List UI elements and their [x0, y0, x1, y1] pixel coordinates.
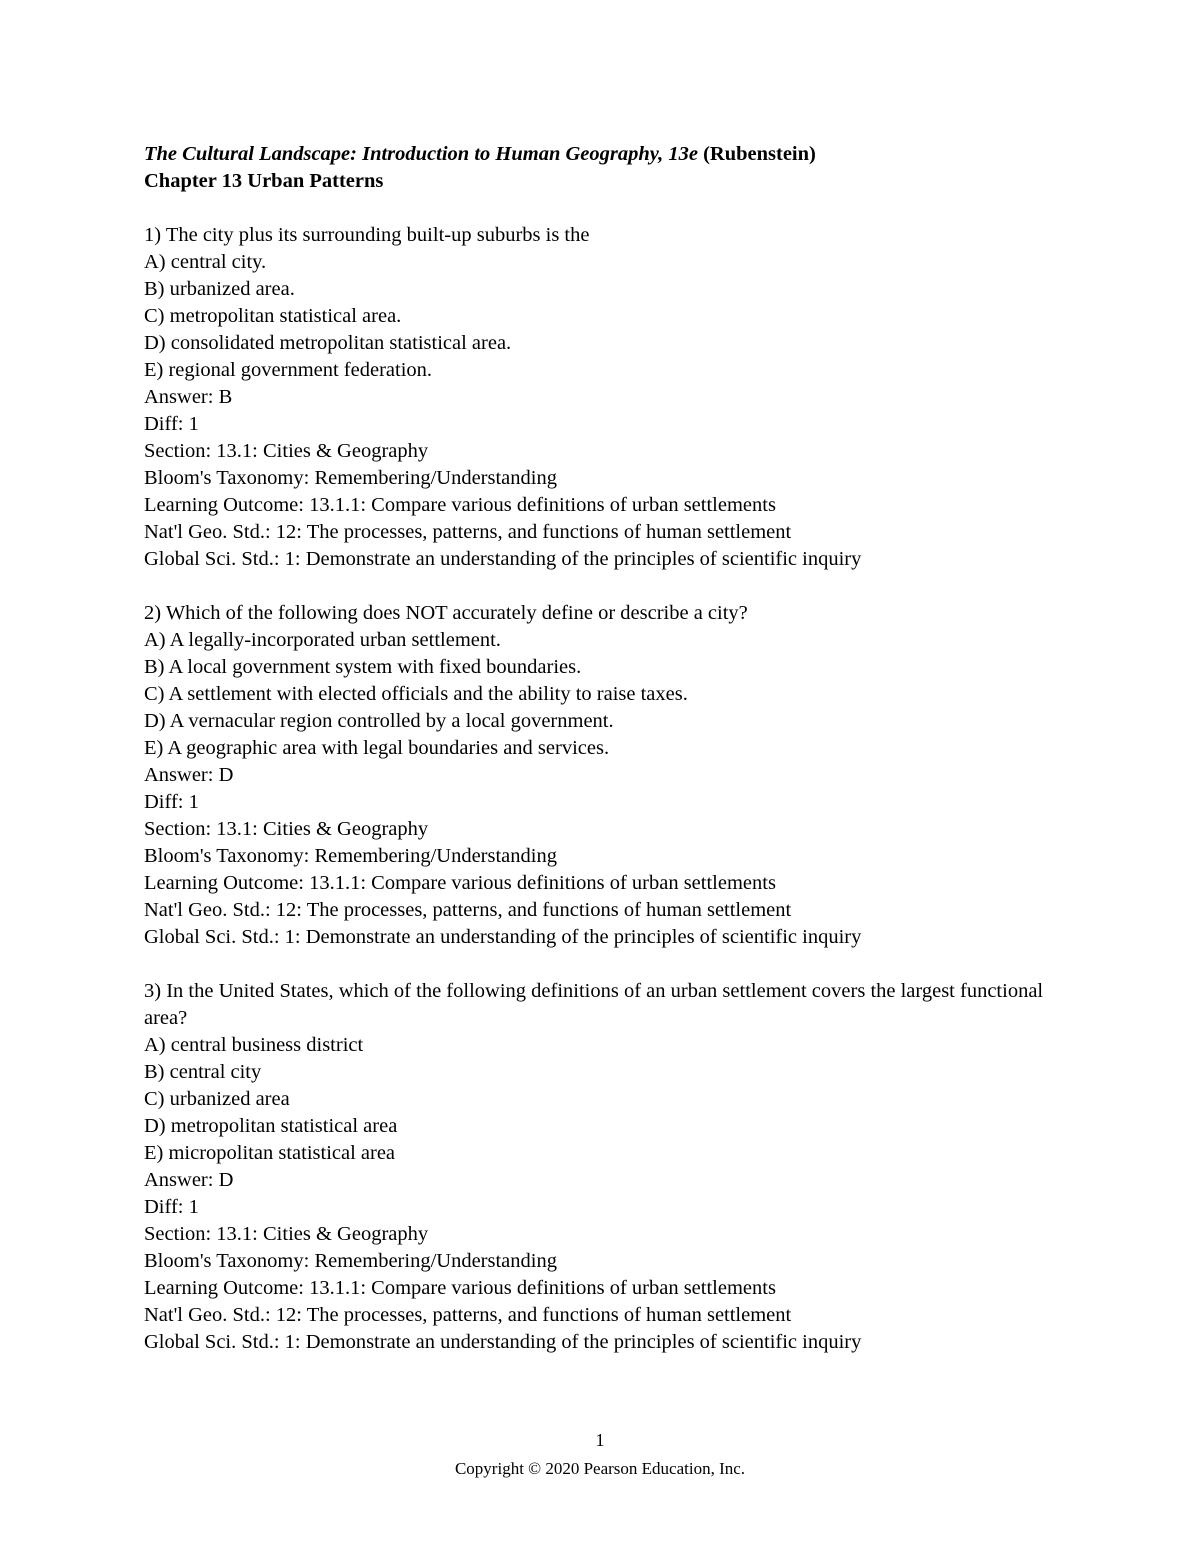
option-b: B) urbanized area. [144, 278, 295, 300]
global-sci-std: Global Sci. Std.: 1: Demonstrate an understanding of the principles of scientific inquiry [144, 1331, 862, 1353]
question-3 [144, 978, 1044, 1356]
natl-geo-std: Nat'l Geo. Std.: 12: The processes, patterns, and functions of human settlement [144, 521, 792, 543]
page-number: 1 [595, 1430, 605, 1450]
chapter-title: Chapter 13 Urban Patterns [144, 170, 384, 192]
option-e: E) regional government federation. [144, 359, 433, 381]
section: Section: 13.1: Cities & Geography [144, 1223, 429, 1245]
option-a: A) central business district [144, 1034, 364, 1056]
natl-geo-std: Nat'l Geo. Std.: 12: The processes, patterns, and functions of human settlement [144, 899, 792, 921]
question-stem: 3) In the United States, which of the following definitions of an urban settlement covers the largest functional area? [144, 980, 1044, 1029]
option-b: B) central city [144, 1061, 262, 1083]
option-e: E) A geographic area with legal boundaries and services. [144, 737, 610, 759]
book-author: (Rubenstein) [697, 143, 816, 165]
question-stem: 2) Which of the following does NOT accurately define or describe a city? [144, 602, 748, 624]
section: Section: 13.1: Cities & Geography [144, 818, 429, 840]
option-c: C) metropolitan statistical area. [144, 305, 402, 327]
difficulty: Diff: 1 [144, 791, 199, 813]
option-d: D) metropolitan statistical area [144, 1115, 398, 1137]
option-e: E) micropolitan statistical area [144, 1142, 396, 1164]
question-2 [144, 600, 1044, 951]
section: Section: 13.1: Cities & Geography [144, 440, 429, 462]
answer: Answer: D [144, 1169, 234, 1191]
book-title [144, 141, 1044, 168]
natl-geo-std: Nat'l Geo. Std.: 12: The processes, patterns, and functions of human settlement [144, 1304, 792, 1326]
learning-outcome: Learning Outcome: 13.1.1: Compare various definitions of urban settlements [144, 1277, 776, 1299]
question-1 [144, 222, 1044, 573]
option-d: D) consolidated metropolitan statistical area. [144, 332, 512, 354]
answer: Answer: B [144, 386, 233, 408]
difficulty: Diff: 1 [144, 1196, 199, 1218]
option-a: A) A legally-incorporated urban settlement. [144, 629, 501, 651]
learning-outcome: Learning Outcome: 13.1.1: Compare various definitions of urban settlements [144, 872, 776, 894]
option-c: C) urbanized area [144, 1088, 290, 1110]
document-page [144, 141, 1044, 1356]
bloom-taxonomy: Bloom's Taxonomy: Remembering/Understanding [144, 1250, 557, 1272]
learning-outcome: Learning Outcome: 13.1.1: Compare various definitions of urban settlements [144, 494, 776, 516]
bloom-taxonomy: Bloom's Taxonomy: Remembering/Understanding [144, 467, 557, 489]
global-sci-std: Global Sci. Std.: 1: Demonstrate an understanding of the principles of scientific inquiry [144, 548, 862, 570]
difficulty: Diff: 1 [144, 413, 199, 435]
question-stem: 1) The city plus its surrounding built-up suburbs is the [144, 224, 590, 246]
option-d: D) A vernacular region controlled by a local government. [144, 710, 614, 732]
answer: Answer: D [144, 764, 234, 786]
option-a: A) central city. [144, 251, 267, 273]
copyright-notice: Copyright © 2020 Pearson Education, Inc. [454, 1459, 746, 1478]
option-b: B) A local government system with fixed boundaries. [144, 656, 582, 678]
book-title-italic: The Cultural Landscape: Introduction to Human Geography, 13e [144, 143, 698, 165]
bloom-taxonomy: Bloom's Taxonomy: Remembering/Understanding [144, 845, 557, 867]
global-sci-std: Global Sci. Std.: 1: Demonstrate an understanding of the principles of scientific inquiry [144, 926, 862, 948]
option-c: C) A settlement with elected officials and the ability to raise taxes. [144, 683, 688, 705]
